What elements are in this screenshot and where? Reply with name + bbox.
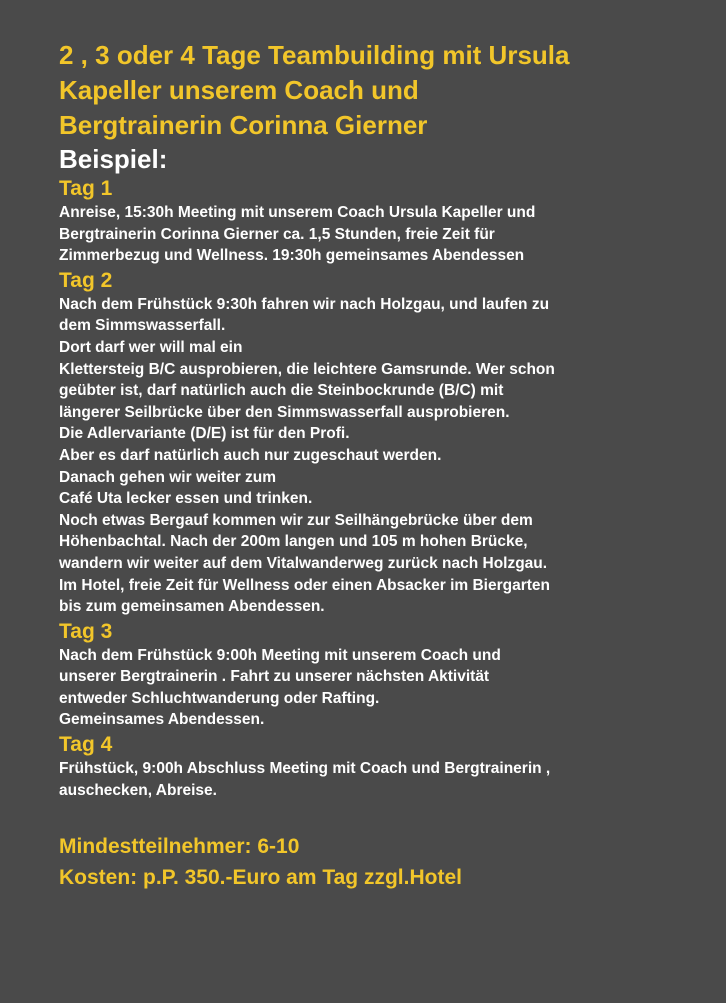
- text-line: geübter ist, darf natürlich auch die Steinbockrunde (B/C) mit: [59, 382, 504, 400]
- text-line: Gemeinsames Abendessen.: [59, 711, 265, 729]
- day-1-section: [59, 176, 686, 267]
- footer-info: [59, 831, 686, 893]
- text-line: Café Uta lecker essen und trinken.: [59, 490, 313, 508]
- text-line: Im Hotel, freie Zeit für Wellness oder einen Absacker im Biergarten: [59, 576, 550, 594]
- title-line: Kapeller unserem Coach und: [59, 75, 419, 105]
- text-line: Die Adlervariante (D/E) ist für den Profi.: [59, 425, 350, 443]
- text-line: Klettersteig B/C ausprobieren, die leichtere Gamsrunde. Wer schon: [59, 360, 555, 378]
- cost-info: Kosten: p.P. 350.-Euro am Tag zzgl.Hotel: [59, 866, 462, 890]
- text-line: Anreise, 15:30h Meeting mit unserem Coach Ursula Kapeller und: [59, 204, 536, 221]
- day-2-heading: Tag 2: [59, 268, 113, 292]
- day-3-section: [59, 619, 686, 731]
- text-line: bis zum gemeinsamen Abendessen.: [59, 598, 325, 616]
- example-label: Beispiel:: [59, 144, 168, 174]
- day-2-description: [59, 294, 686, 618]
- day-2-section: [59, 268, 686, 618]
- day-3-description: [59, 645, 686, 731]
- text-line: Nach dem Frühstück 9:00h Meeting mit unserem Coach und: [59, 646, 501, 664]
- title-line: Bergtrainerin Corinna Gierner: [59, 110, 428, 140]
- text-line: längerer Seilbrücke über den Simmswasserfall ausprobieren.: [59, 403, 510, 421]
- text-line: Zimmerbezug und Wellness. 19:30h gemeinsames Abendessen: [59, 247, 525, 265]
- text-line: Höhenbachtal. Nach der 200m langen und 105 m hohen Brücke,: [59, 533, 528, 551]
- day-4-description: [59, 758, 686, 801]
- text-line: Noch etwas Bergauf kommen wir zur Seilhängebrücke über dem: [59, 511, 533, 529]
- text-line: Danach gehen wir weiter zum: [59, 468, 277, 486]
- day-4-heading: Tag 4: [59, 733, 113, 757]
- min-participants: Mindestteilnehmer: 6-10: [59, 835, 300, 859]
- page-title: [59, 38, 686, 143]
- day-1-description: [59, 202, 686, 267]
- text-line: Frühstück, 9:00h Abschluss Meeting mit Coach und Bergtrainerin ,: [59, 760, 551, 778]
- text-line: unserer Bergtrainerin . Fahrt zu unserer nächsten Aktivität: [59, 668, 490, 686]
- text-line: dem Simmswasserfall.: [59, 317, 226, 335]
- title-line: 2 , 3 oder 4 Tage Teambuilding mit Ursula: [59, 40, 570, 70]
- text-line: Aber es darf natürlich auch nur zugeschaut werden.: [59, 446, 442, 464]
- day-1-heading: Tag 1: [59, 177, 113, 200]
- text-line: auschecken, Abreise.: [59, 781, 217, 799]
- text-line: Nach dem Frühstück 9:30h fahren wir nach Holzgau, und laufen zu: [59, 295, 550, 313]
- text-line: wandern wir weiter auf dem Vitalwanderweg zurück nach Holzgau.: [59, 554, 548, 572]
- text-line: entweder Schluchtwanderung oder Rafting.: [59, 689, 380, 707]
- text-line: Bergtrainerin Corinna Gierner ca. 1,5 Stunden, freie Zeit für: [59, 225, 495, 243]
- day-4-section: [59, 732, 686, 801]
- text-line: Dort darf wer will mal ein: [59, 338, 243, 356]
- day-3-heading: Tag 3: [59, 619, 113, 643]
